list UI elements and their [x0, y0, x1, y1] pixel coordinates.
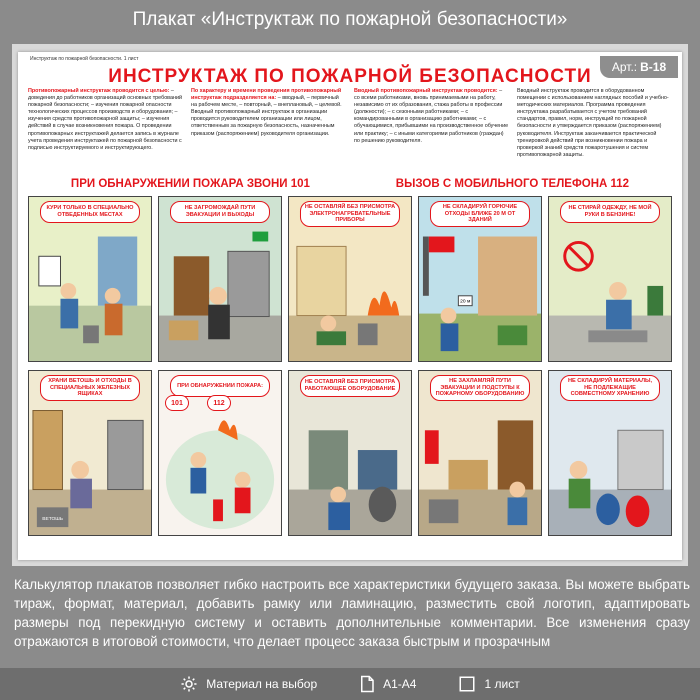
illustration-panel-evacuation — [158, 196, 282, 362]
panel-caption: ХРАНИ ВЕТОШЬ И ОТХОДЫ В СПЕЦИАЛЬНЫХ ЖЕЛЕЗНЫХ ЯЩИКАХ — [40, 375, 140, 401]
material-option[interactable] — [180, 675, 317, 693]
illustration-panel-waste — [418, 196, 542, 362]
illustration-panel-smoking — [28, 196, 152, 362]
sheets-option[interactable] — [458, 675, 519, 693]
column-body: – вводный, – первичный на рабочем месте, – повторный, – внеплановый, – целевой. Вводный противопожарный инструктаж в организации проводится руководителем организации или лицом, ответственным за пожарную безопасность, назначенным приказом (распоряжением) руководителя организации. — [191, 95, 342, 137]
column-heading: По характеру и времени проведения противопожарный инструктаж подразделяется на: — [191, 88, 342, 102]
distance-sign: 20 м — [460, 299, 471, 305]
panel-caption: НЕ ОСТАВЛЯЙ БЕЗ ПРИСМОТРА ЭЛЕКТРОНАГРЕВАТЕЛЬНЫЕ ПРИБОРЫ — [300, 201, 400, 227]
bubble-112: 112 — [207, 395, 231, 411]
document-icon — [359, 675, 375, 693]
text-column-4 — [517, 88, 672, 172]
panel-caption: НЕ СТИРАЙ ОДЕЖДУ, НЕ МОЙ РУКИ В БЕНЗИНЕ! — [560, 201, 660, 223]
panel-caption: ПРИ ОБНАРУЖЕНИИ ПОЖАРА: — [170, 375, 270, 397]
gear-icon — [180, 675, 198, 693]
emergency-call-row — [28, 178, 672, 190]
panel-caption: НЕ СКЛАДИРУЙ ГОРЮЧИЕ ОТХОДЫ БЛИЖЕ 20 М ОТ ЗДАНИЙ — [430, 201, 530, 227]
page-title: Плакат «Инструктаж по пожарной безопасности» — [132, 9, 568, 30]
article-label: Арт.: — [611, 60, 638, 74]
illustration-panel-rags — [28, 370, 152, 536]
panel-caption: НЕ ЗАГРОМОЖДАЙ ПУТИ ЭВАКУАЦИИ И ВЫХОДЫ — [170, 201, 270, 223]
poster-header-text: Инструктаж по пожарной безопасности. 1 лист — [30, 56, 139, 62]
poster-text-columns — [28, 88, 672, 172]
article-code: В-18 — [640, 60, 667, 74]
bubble-101: 101 — [165, 395, 189, 411]
panel-caption: КУРИ ТОЛЬКО В СПЕЦИАЛЬНО ОТВЕДЕННЫХ МЕСТАХ — [40, 201, 140, 223]
panel-caption: НЕ ЗАХЛАМЛЯЙ ПУТИ ЭВАКУАЦИИ И ПОДСТУПЫ К ПОЖАРНОМУ ОБОРУДОВАНИЮ — [430, 375, 530, 401]
illustration-grid — [28, 196, 672, 536]
column-heading: Вводный противопожарный инструктаж проводится: — [354, 88, 498, 94]
column-body: – доведения до работников организаций основных требований пожарной безопасности; – изучения пожарной опасности технологических процессов производств и оборудования; – изучения средств противопожарной защиты; – изучения действий в случае возникновения пожара. О проведении противопожарных инструктажей делается запись в журнале учета проведения инструктажей по пожарной безопасности с подписью инструктируемого и инструктирующего. — [28, 88, 182, 151]
product-options-bar — [0, 668, 700, 700]
format-label: А1-А4 — [383, 677, 417, 691]
panel-caption: НЕ СКЛАДИРУЙ МАТЕРИАЛЫ, НЕ ПОДЛЕЖАЩИЕ СОВМЕСТНОМУ ХРАНЕНИЮ — [560, 375, 660, 401]
illustration-panel-fire-detected — [158, 370, 282, 536]
material-label: Материал на выбор — [206, 677, 318, 691]
call-101-text: ПРИ ОБНАРУЖЕНИИ ПОЖАРА ЗВОНИ 101 — [70, 178, 310, 190]
rag-box-label: ВЕТОШЬ — [42, 517, 64, 523]
column-body: Вводный инструктаж проводится в оборудованном помещении с использованием наглядных пособий и учебно-методических материалов. Программа проведения инструктажа разрабатывается с учетом требований стандартов, правил, норм, инструкций по пожарной безопасности и утверждается приказом (распоряжением) руководителя. Инструктаж заканчивается практической тренировкой действий при возникновении пожара и проверкой знаний средств пожаротушения и систем противопожарной защиты. — [517, 88, 669, 158]
call-112-text: ВЫЗОВ С МОБИЛЬНОГО ТЕЛЕФОНА 112 — [395, 178, 630, 190]
sheets-label: 1 лист — [484, 677, 520, 691]
poster-image[interactable] — [18, 52, 682, 560]
column-body: – со всеми работниками, вновь принимаемыми на работу, независимо от их образования, стажа работы в профессии (должности); – с сезонными работниками; – с командированными в организацию работниками; – с обучающимися, прибывшими на производственное обучение или практику; – с иными категориями работников (граждан) по решению руководителя. — [354, 88, 509, 144]
poster-title: ИНСТРУКТАЖ ПО ПОЖАРНОЙ БЕЗОПАСНОСТИ — [108, 66, 592, 87]
format-option[interactable] — [359, 675, 416, 693]
illustration-panel-equipment — [288, 370, 412, 536]
text-column-2 — [191, 88, 346, 172]
illustration-panel-materials — [548, 370, 672, 536]
sheet-icon — [458, 675, 476, 693]
illustration-panel-exits — [418, 370, 542, 536]
product-description: Калькулятор плакатов позволяет гибко настроить все характеристики будущего заказа. Вы можете выбрать тираж, формат, материал, добавить рамку или ламинацию, разместить свой логотип, адаптировать размеры под перекидную систему и оставить дополнительные комментарии. Все изменения сразу отражаются в итоговой стоимости, что делает процесс заказа быстрым и прозрачным — [14, 577, 690, 649]
text-column-3 — [354, 88, 509, 172]
panel-caption: НЕ ОСТАВЛЯЙ БЕЗ ПРИСМОТРА РАБОТАЮЩЕЕ ОБОРУДОВАНИЕ — [300, 375, 400, 397]
column-heading: Противопожарный инструктаж проводится с целью: — [28, 88, 170, 94]
text-column-1 — [28, 88, 183, 172]
illustration-panel-heaters — [288, 196, 412, 362]
illustration-panel-gasoline — [548, 196, 672, 362]
